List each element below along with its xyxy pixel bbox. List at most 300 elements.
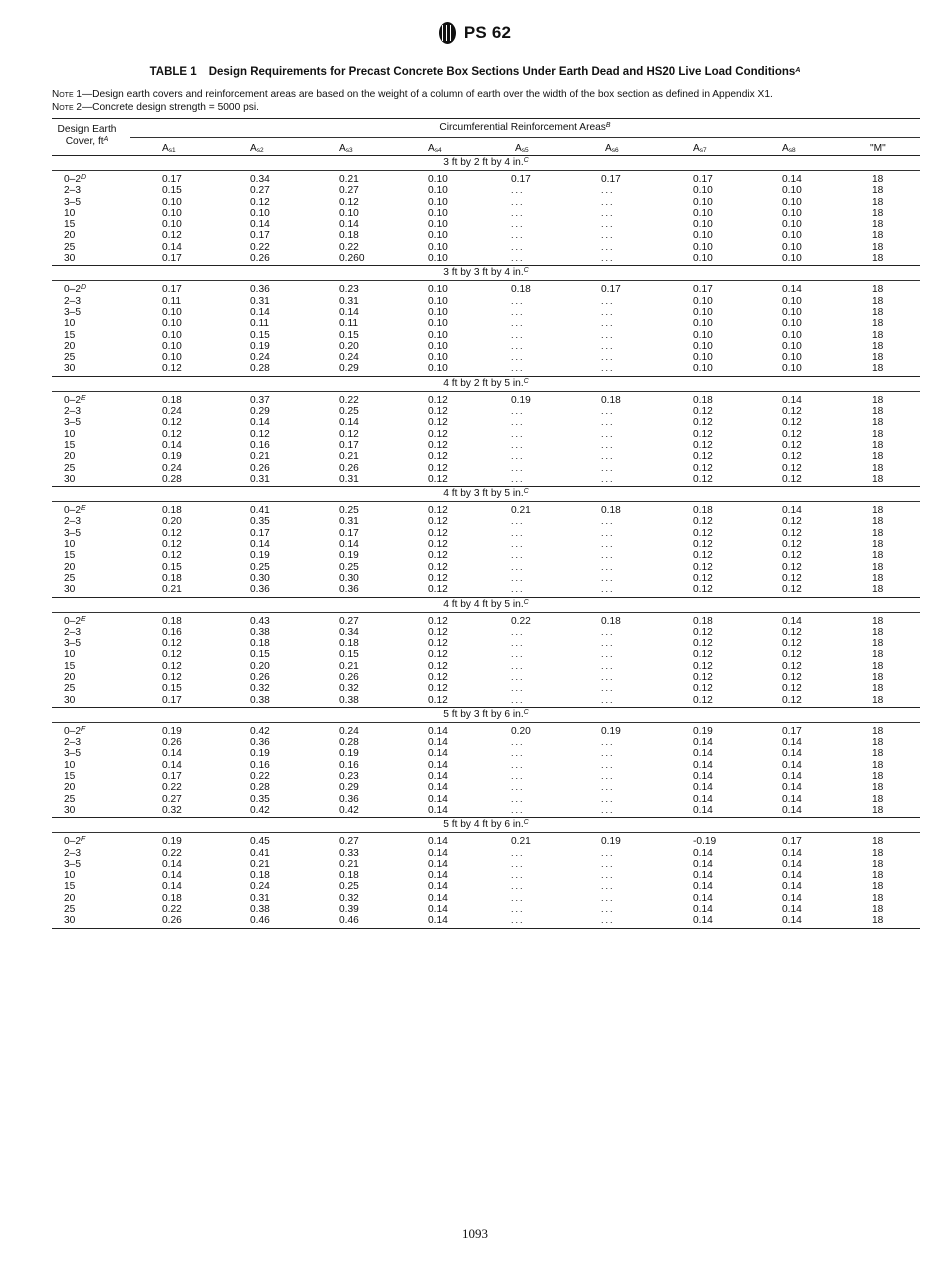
table-row	[52, 695, 920, 706]
value-cell: ...	[601, 584, 615, 595]
cover-cell: 25	[64, 793, 76, 805]
value-cell: 0.17	[250, 230, 270, 242]
table-row	[52, 805, 920, 816]
value-cell: 0.12	[693, 417, 713, 429]
value-cell: 18	[872, 615, 884, 627]
value-cell: 0.10	[162, 329, 182, 341]
value-cell: 0.34	[250, 174, 270, 185]
value-cell: ...	[601, 759, 615, 770]
value-cell: 18	[872, 462, 884, 474]
value-cell: 0.14	[782, 793, 802, 805]
value-cell: 0.14	[782, 782, 802, 794]
column-header: $A_{s7}$	[693, 143, 707, 154]
value-cell: 0.12	[162, 550, 182, 562]
value-cell: 0.14	[162, 858, 182, 870]
column-header: $A_{s1}$	[162, 143, 176, 154]
value-cell: 18	[872, 626, 884, 638]
section-body	[52, 833, 920, 927]
value-cell: ...	[601, 253, 615, 264]
value-cell: 0.12	[428, 694, 448, 706]
value-cell: ...	[601, 207, 615, 218]
value-cell: 0.21	[339, 451, 359, 463]
value-cell: 18	[872, 638, 884, 650]
cover-cell: 20	[64, 892, 76, 904]
value-cell: 0.10	[782, 207, 802, 219]
value-cell: ...	[511, 649, 525, 660]
table-row	[52, 395, 920, 406]
value-cell: 0.18	[162, 615, 182, 627]
value-cell: ...	[601, 572, 615, 583]
cover-cell: 30	[64, 804, 76, 816]
table-row	[52, 771, 920, 782]
value-cell: ...	[511, 694, 525, 705]
value-cell: 0.12	[782, 660, 802, 672]
cover-cell: 10	[64, 207, 76, 219]
value-cell: 0.260	[339, 253, 365, 265]
value-cell: 0.17	[162, 771, 182, 783]
table-row	[52, 406, 920, 417]
value-cell: 0.30	[339, 572, 359, 584]
value-cell: 0.24	[339, 352, 359, 364]
cover-cell: 30	[64, 363, 76, 375]
value-cell: 18	[872, 915, 884, 927]
value-cell: 18	[872, 649, 884, 661]
value-cell: 0.17	[250, 527, 270, 539]
value-cell: 0.14	[428, 870, 448, 882]
value-cell: 0.19	[162, 725, 182, 737]
value-cell: 18	[872, 572, 884, 584]
page-number: 1093	[462, 1226, 488, 1241]
value-cell: ...	[511, 915, 525, 926]
value-cell: 0.12	[782, 550, 802, 562]
value-cell: 0.15	[162, 561, 182, 573]
value-cell: 18	[872, 318, 884, 330]
value-cell: 0.25	[250, 561, 270, 573]
table-row	[52, 363, 920, 374]
value-cell: ...	[511, 241, 525, 252]
value-cell: 0.12	[693, 626, 713, 638]
value-cell: 0.10	[428, 241, 448, 253]
value-cell: 0.18	[250, 638, 270, 650]
value-cell: ...	[601, 737, 615, 748]
value-cell: 0.20	[250, 660, 270, 672]
value-cell: 0.29	[339, 363, 359, 375]
value-cell: 0.17	[693, 174, 713, 185]
table-row	[52, 505, 920, 516]
table-title-footnote: A	[795, 67, 801, 74]
value-cell: 18	[872, 904, 884, 916]
value-cell: 0.31	[339, 516, 359, 528]
value-cell: 0.15	[339, 649, 359, 661]
value-cell: 0.36	[339, 793, 359, 805]
value-cell: 0.25	[339, 561, 359, 573]
value-cell: 0.24	[162, 462, 182, 474]
value-cell: 0.10	[693, 306, 713, 318]
value-cell: ...	[511, 782, 525, 793]
value-cell: 0.15	[250, 649, 270, 661]
value-cell: 0.10	[693, 253, 713, 265]
table-row	[52, 904, 920, 915]
table-row	[52, 242, 920, 253]
value-cell: ...	[511, 439, 525, 450]
table-row	[52, 429, 920, 440]
value-cell: 18	[872, 782, 884, 794]
value-cell: 0.21	[250, 858, 270, 870]
value-cell: 0.18	[162, 505, 182, 517]
value-cell: 0.20	[511, 725, 531, 737]
value-cell: ...	[511, 363, 525, 374]
value-cell: 0.12	[782, 638, 802, 650]
value-cell: 0.12	[162, 230, 182, 242]
value-cell: 0.12	[428, 584, 448, 596]
table-row	[52, 550, 920, 561]
value-cell: 18	[872, 550, 884, 562]
value-cell: 0.12	[693, 451, 713, 463]
value-cell: ...	[601, 771, 615, 782]
value-cell: ...	[601, 539, 615, 550]
value-cell: ...	[601, 626, 615, 637]
value-cell: 0.19	[250, 550, 270, 562]
cover-cell: 2–3	[64, 185, 81, 197]
value-cell: 0.10	[162, 340, 182, 352]
value-cell: 0.12	[782, 584, 802, 596]
value-cell: ...	[511, 539, 525, 550]
value-cell: 18	[872, 683, 884, 695]
value-cell: 0.12	[162, 527, 182, 539]
value-cell: ...	[601, 329, 615, 340]
value-cell: 0.21	[339, 660, 359, 672]
cover-cell: 25	[64, 462, 76, 474]
value-cell: 0.10	[782, 306, 802, 318]
table-row	[52, 782, 920, 793]
value-cell: 0.11	[339, 318, 359, 330]
value-cell: 18	[872, 771, 884, 783]
value-cell: 0.14	[782, 615, 802, 627]
value-cell: 0.14	[162, 759, 182, 771]
value-cell: 0.10	[428, 329, 448, 341]
value-cell: 0.12	[428, 539, 448, 551]
value-cell: 0.10	[782, 253, 802, 265]
value-cell: 18	[872, 584, 884, 596]
table-row	[52, 584, 920, 595]
value-cell: 0.46	[339, 915, 359, 927]
value-cell: 0.38	[250, 626, 270, 638]
value-cell: 0.12	[782, 428, 802, 440]
value-cell: 0.22	[250, 241, 270, 253]
value-cell: ...	[601, 782, 615, 793]
value-cell: 0.14	[693, 904, 713, 916]
cover-cell: 20	[64, 671, 76, 683]
value-cell: 0.10	[428, 219, 448, 231]
value-cell: 0.12	[428, 516, 448, 528]
value-cell: ...	[511, 527, 525, 538]
table-row	[52, 870, 920, 881]
table-row	[52, 539, 920, 550]
value-cell: 0.18	[693, 505, 713, 517]
cover-cell: 30	[64, 253, 76, 265]
cover-column-header: Design Earth Cover, $ft^A$	[57, 124, 117, 147]
value-cell: 0.32	[339, 892, 359, 904]
table-row	[52, 737, 920, 748]
cover-cell: 2–3	[64, 847, 81, 859]
value-cell: 18	[872, 284, 884, 296]
value-cell: 0.10	[693, 196, 713, 208]
section-title: 4 ft by 4 ft by 5 in.$^C$	[443, 598, 529, 610]
column-header: $A_{s4}$	[428, 143, 442, 154]
value-cell: ...	[511, 185, 525, 196]
table-row	[52, 284, 920, 295]
value-cell: ...	[511, 428, 525, 439]
value-cell: 0.19	[511, 394, 531, 406]
value-cell: 0.19	[250, 748, 270, 760]
value-cell: 0.14	[162, 870, 182, 882]
value-cell: 18	[872, 737, 884, 749]
value-cell: 0.26	[162, 915, 182, 927]
value-cell: 0.10	[428, 196, 448, 208]
table-row	[52, 341, 920, 352]
value-cell: 0.10	[162, 219, 182, 231]
value-cell: 0.12	[250, 196, 270, 208]
value-cell: ...	[511, 847, 525, 858]
value-cell: 0.16	[250, 439, 270, 451]
value-cell: 0.10	[693, 295, 713, 307]
value-cell: 0.19	[601, 836, 621, 848]
value-cell: 0.14	[782, 505, 802, 517]
value-cell: 0.10	[782, 241, 802, 253]
value-cell: 0.41	[250, 847, 270, 859]
value-cell: 0.10	[693, 230, 713, 242]
cover-cell: $0-2^E$	[64, 394, 86, 406]
value-cell: 18	[872, 174, 884, 185]
value-cell: 18	[872, 230, 884, 242]
value-cell: 0.14	[162, 881, 182, 893]
value-cell: 0.24	[250, 881, 270, 893]
value-cell: 0.14	[339, 539, 359, 551]
value-cell: 0.14	[693, 771, 713, 783]
value-cell: 0.10	[428, 253, 448, 265]
value-cell: 0.10	[693, 329, 713, 341]
value-cell: ...	[511, 473, 525, 484]
cover-cell: 25	[64, 904, 76, 916]
value-cell: 0.10	[428, 207, 448, 219]
note-2: Note 2—Concrete design strength = 5000 psi.	[52, 102, 259, 113]
value-cell: 0.10	[162, 306, 182, 318]
value-cell: ...	[511, 550, 525, 561]
value-cell: 0.12	[693, 671, 713, 683]
value-cell: ...	[511, 660, 525, 671]
cover-cell: 20	[64, 340, 76, 352]
value-cell: 0.10	[428, 295, 448, 307]
section-body	[52, 392, 920, 486]
value-cell: ...	[601, 428, 615, 439]
table-row	[52, 748, 920, 759]
value-cell: 0.14	[428, 858, 448, 870]
value-cell: 0.14	[782, 174, 802, 185]
value-cell: 0.11	[250, 318, 270, 330]
value-cell: 0.12	[428, 462, 448, 474]
value-cell: 0.12	[693, 584, 713, 596]
value-cell: 0.12	[339, 428, 359, 440]
note-1: Note 1—Design earth covers and reinforcement areas are based on the weight of a column of earth over the width of the box section as defined in Appendix X1.	[52, 89, 773, 100]
cover-cell: $0-2^E$	[64, 615, 86, 627]
value-cell: 0.26	[162, 737, 182, 749]
value-cell: 18	[872, 660, 884, 672]
value-cell: 18	[872, 759, 884, 771]
table-row	[52, 836, 920, 847]
value-cell: 0.14	[693, 759, 713, 771]
value-cell: 0.24	[162, 406, 182, 418]
value-cell: 0.20	[162, 516, 182, 528]
value-cell: 0.19	[693, 725, 713, 737]
value-cell: 18	[872, 539, 884, 551]
value-cell: ...	[511, 417, 525, 428]
value-cell: 0.39	[339, 904, 359, 916]
value-cell: 18	[872, 870, 884, 882]
cover-cell: 15	[64, 771, 76, 783]
value-cell: 0.17	[339, 439, 359, 451]
cover-cell: $0-2^D$	[64, 284, 87, 296]
value-cell: 18	[872, 473, 884, 485]
value-cell: 0.18	[339, 230, 359, 242]
value-cell: 0.36	[250, 584, 270, 596]
value-cell: 0.22	[162, 847, 182, 859]
value-cell: ...	[511, 748, 525, 759]
value-cell: 0.12	[693, 649, 713, 661]
value-cell: 0.10	[428, 363, 448, 375]
table-row	[52, 661, 920, 672]
value-cell: 0.12	[782, 462, 802, 474]
value-cell: 0.14	[782, 759, 802, 771]
value-cell: 0.10	[782, 219, 802, 231]
value-cell: 0.15	[339, 329, 359, 341]
cover-cell: 3–5	[64, 858, 81, 870]
value-cell: 0.12	[428, 550, 448, 562]
value-cell: 0.30	[250, 572, 270, 584]
value-cell: ...	[511, 870, 525, 881]
value-cell: 0.12	[782, 539, 802, 551]
value-cell: 0.10	[782, 329, 802, 341]
value-cell: 0.21	[511, 505, 531, 517]
value-cell: 18	[872, 253, 884, 265]
value-cell: 0.12	[428, 394, 448, 406]
value-cell: 0.38	[339, 694, 359, 706]
value-cell: ...	[511, 295, 525, 306]
section-title: 4 ft by 3 ft by 5 in.$^C$	[443, 488, 529, 500]
value-cell: 0.34	[339, 626, 359, 638]
value-cell: 0.17	[162, 253, 182, 265]
value-cell: 0.14	[782, 748, 802, 760]
cover-cell: 15	[64, 881, 76, 893]
value-cell: ...	[601, 550, 615, 561]
value-cell: 18	[872, 847, 884, 859]
value-cell: 18	[872, 363, 884, 375]
value-cell: 0.21	[511, 836, 531, 848]
value-cell: 0.24	[250, 352, 270, 364]
value-cell: 0.12	[693, 473, 713, 485]
value-cell: 0.22	[162, 782, 182, 794]
value-cell: 0.14	[693, 737, 713, 749]
value-cell: ...	[601, 318, 615, 329]
value-cell: 0.24	[339, 725, 359, 737]
value-cell: 0.26	[339, 671, 359, 683]
value-cell: 0.12	[162, 649, 182, 661]
value-cell: 0.14	[693, 870, 713, 882]
value-cell: ...	[601, 748, 615, 759]
value-cell: 0.10	[693, 207, 713, 219]
value-cell: 0.18	[162, 394, 182, 406]
value-cell: 0.14	[428, 793, 448, 805]
value-cell: ...	[601, 439, 615, 450]
value-cell: 18	[872, 352, 884, 364]
value-cell: 0.10	[693, 352, 713, 364]
value-cell: 18	[872, 428, 884, 440]
cover-cell: 20	[64, 561, 76, 573]
value-cell: 0.22	[162, 904, 182, 916]
cover-cell: $0-2^E$	[64, 505, 86, 517]
value-cell: ...	[511, 858, 525, 869]
value-cell: 18	[872, 185, 884, 197]
value-cell: 0.14	[693, 804, 713, 816]
value-cell: ...	[601, 219, 615, 230]
value-cell: 0.12	[428, 451, 448, 463]
design-requirements-table	[52, 118, 920, 929]
table-row	[52, 253, 920, 264]
value-cell: 0.10	[428, 174, 448, 185]
value-cell: 18	[872, 858, 884, 870]
value-cell: 0.17	[782, 725, 802, 737]
column-header: $A_{s2}$	[250, 143, 264, 154]
value-cell: 0.12	[693, 638, 713, 650]
value-cell: 0.22	[250, 771, 270, 783]
section-title: 5 ft by 3 ft by 6 in.$^C$	[443, 708, 529, 720]
cover-cell: 2–3	[64, 406, 81, 418]
value-cell: 18	[872, 241, 884, 253]
table-row	[52, 760, 920, 771]
value-cell: 0.29	[339, 782, 359, 794]
value-cell: 0.18	[693, 394, 713, 406]
value-cell: 0.29	[250, 406, 270, 418]
value-cell: 0.16	[339, 759, 359, 771]
value-cell: 0.12	[250, 428, 270, 440]
table-row	[52, 440, 920, 451]
value-cell: 0.14	[693, 915, 713, 927]
table-row	[52, 296, 920, 307]
value-cell: 0.12	[782, 451, 802, 463]
value-cell: 0.46	[250, 915, 270, 927]
value-cell: 0.10	[693, 241, 713, 253]
value-cell: 0.10	[782, 295, 802, 307]
value-cell: 0.31	[250, 295, 270, 307]
value-cell: 0.14	[693, 782, 713, 794]
value-cell: 0.10	[693, 363, 713, 375]
value-cell: 18	[872, 329, 884, 341]
value-cell: 0.18	[339, 638, 359, 650]
value-cell: ...	[601, 196, 615, 207]
value-cell: 0.12	[428, 439, 448, 451]
cover-cell: 10	[64, 428, 76, 440]
value-cell: ...	[601, 241, 615, 252]
value-cell: 0.14	[250, 417, 270, 429]
value-cell: -0.19	[693, 836, 717, 848]
table-row	[52, 893, 920, 904]
value-cell: 0.12	[428, 417, 448, 429]
cover-cell: 10	[64, 870, 76, 882]
value-cell: 0.16	[162, 626, 182, 638]
value-cell: 0.12	[693, 550, 713, 562]
value-cell: 0.12	[693, 527, 713, 539]
value-cell: 0.12	[428, 615, 448, 627]
value-cell: 0.17	[162, 694, 182, 706]
